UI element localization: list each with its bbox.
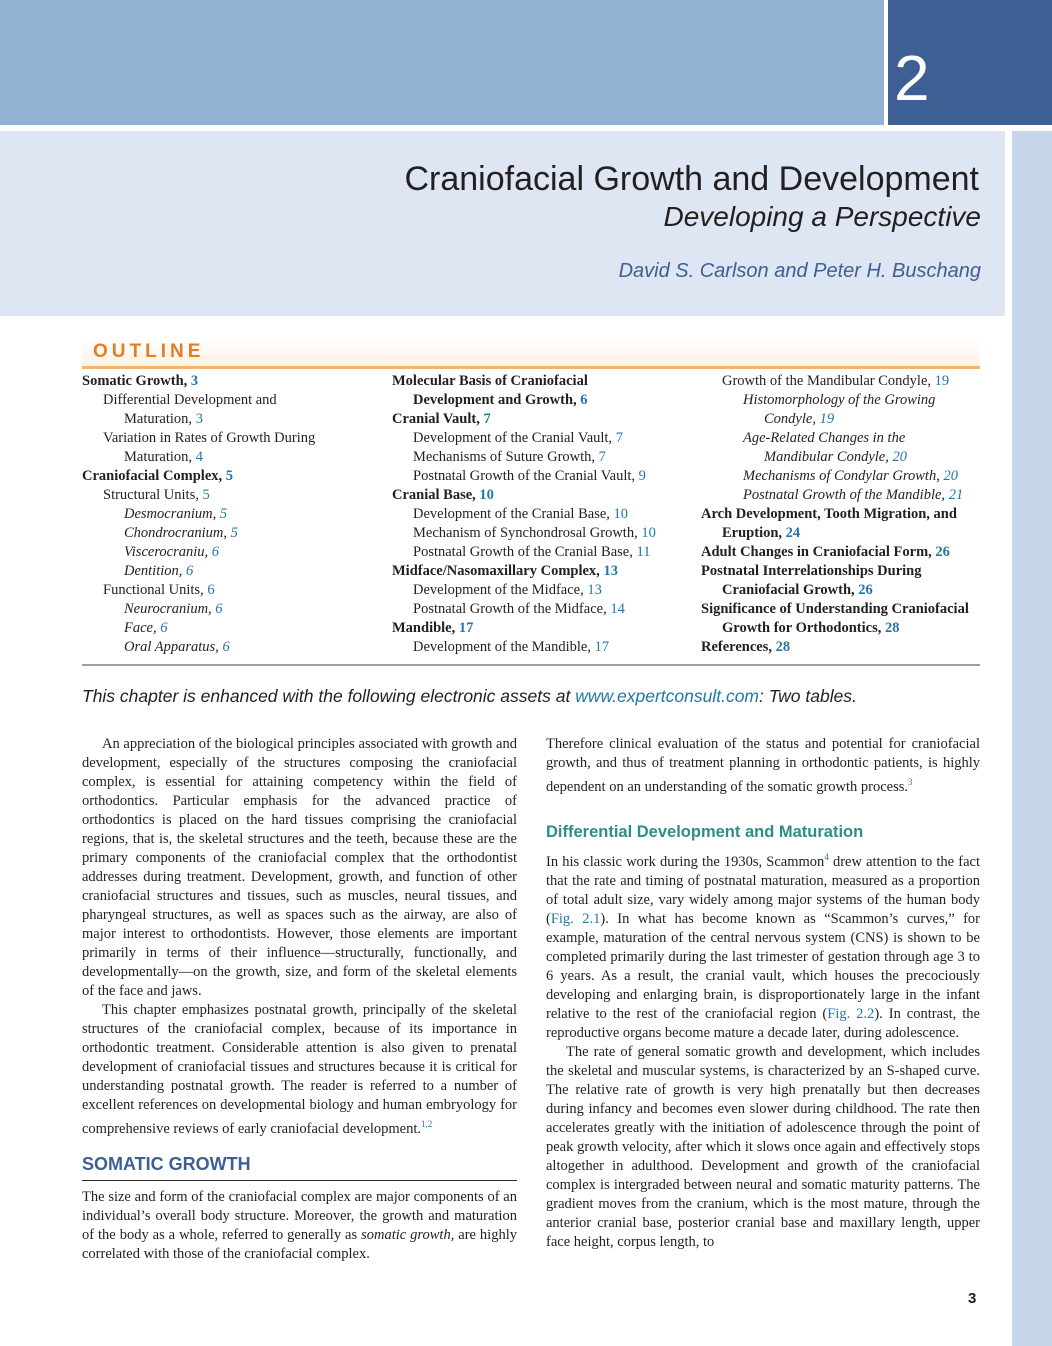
outline-entry[interactable]: [392, 600, 692, 619]
chapter-title: Craniofacial Growth and Development: [404, 160, 979, 198]
outline-heading: OUTLINE: [93, 341, 205, 362]
outline-column-3: [701, 372, 1001, 657]
outline-entry-label: Development of the Midface,: [413, 582, 584, 598]
electronic-assets-note: [82, 686, 857, 707]
outline-entry[interactable]: [82, 562, 382, 581]
outline-entry-label: Growth for Orthodontics,: [722, 620, 882, 636]
header-color-band: [0, 0, 884, 125]
outline-entry: [392, 372, 692, 391]
outline-entry-label: Chondrocranium,: [124, 525, 227, 541]
outline-entry: [701, 391, 1001, 410]
outline-entry-page[interactable]: 21: [948, 487, 964, 503]
scammon-paragraph: [546, 848, 980, 1043]
outline-entry-label: Postnatal Growth of the Mandible,: [743, 487, 946, 503]
emphasis-paragraph-text: This chapter emphasizes postnatal growth, principally of the skeletal structures of the craniofacial complex, because of its importance in orthodontic treatment. Considerable attention is also given to prenatal development of craniofacial tissues and structures because it is critical for understanding postnatal growth. The reader is referred to a number of excellent references on developmental biology and human embryology for comprehensive reviews of early craniofacial development.: [82, 1002, 517, 1137]
scammon-text-b: drew attention to the fact that the rate and timing of postnatal maturation, measured as a proportion of total adult size, vary widely among major systems of the human body (: [546, 853, 980, 927]
outline-entry-page[interactable]: 3: [190, 373, 199, 389]
outline-entry[interactable]: [392, 562, 692, 581]
outline-entry-label: Maturation,: [124, 449, 193, 465]
intro-paragraph: An appreciation of the biological principles associated with growth and development, especially of the structures composing the craniofacial complex, is essential for attaining competency within the field of orthodontics. Particular emphasis for the advanced practice of orthodontics is placed on the hard tissues comprising the craniofacial regions, that is, the skeletal structures and the teeth, because these are the primary components of the craniofacial complex that the orthodontist addresses during treatment. Development, growth, and function of other craniofacial structures and tissues, such as muscles, neural tissues, and pharyngeal structures, as well as spaces such as the airway, are also of major interest to orthodontists. However, those elements are important primarily in terms of their influence—structurally, functionally, and developmentally—on the growth, size, and form of the skeletal elements of the face and jaws.: [82, 736, 517, 999]
outline-entry-page[interactable]: 10: [479, 487, 494, 503]
citation-3[interactable]: 3: [908, 777, 913, 787]
outline-entry: [701, 505, 1001, 524]
somatic-text-b: are highly correlated with those of the craniofacial complex.: [82, 1227, 517, 1262]
somatic-growth-term: somatic growth,: [361, 1227, 455, 1243]
outline-entry-label: Face,: [124, 620, 157, 636]
outline-entry[interactable]: [701, 543, 1001, 562]
outline-entry-label: Maturation,: [124, 411, 193, 427]
outline-entry-label: Age-Related Changes in the: [743, 430, 906, 446]
outline-entry-page[interactable]: 6: [580, 392, 588, 408]
outline-entry[interactable]: [701, 410, 1001, 429]
outline-entry-page[interactable]: 24: [785, 525, 801, 541]
outline-entry-label: Histomorphology of the Growing: [743, 392, 936, 408]
outline-entry: [701, 600, 1001, 619]
outline-entry-page[interactable]: 6: [222, 639, 230, 655]
outline-entry-page[interactable]: 19: [934, 373, 950, 389]
outline-entry-label: Mechanism of Synchondrosal Growth,: [413, 525, 638, 541]
outline-entry-label: Postnatal Growth of the Cranial Base,: [413, 544, 633, 560]
figure-link-2-1[interactable]: Fig. 2.1: [550, 910, 601, 927]
outline-entry-label: Development of the Cranial Base,: [413, 506, 610, 522]
outline-entry[interactable]: [392, 486, 692, 505]
outline-entry-page[interactable]: 9: [638, 468, 646, 484]
outline-entry-page[interactable]: 13: [603, 563, 618, 579]
chapter-authors: David S. Carlson and Peter H. Buschang: [618, 260, 981, 282]
scammon-text-d: ). In contrast, the reproductive organs become mature a decade later, during adolescence.: [546, 1005, 980, 1041]
section-heading-rule: [82, 1180, 517, 1181]
outline-entry-label: Postnatal Interrelationships During: [701, 563, 922, 579]
outline-entry[interactable]: [82, 638, 382, 657]
chapter-number: 2: [894, 42, 930, 114]
outline-entry-label: Mandible,: [392, 620, 456, 636]
outline-entry-label: Craniofacial Complex,: [82, 468, 223, 484]
body-left-column-top: [82, 735, 517, 1139]
outline-entry[interactable]: [392, 638, 692, 657]
body-left-column-bottom: [82, 1188, 517, 1264]
outline-entry[interactable]: [392, 581, 692, 600]
outline-entry-label: Mechanisms of Suture Growth,: [413, 449, 596, 465]
outline-entry: [82, 429, 382, 448]
outline-entry-label: Cranial Base,: [392, 487, 476, 503]
outline-entry-label: Oral Apparatus,: [124, 639, 219, 655]
outline-entry[interactable]: [82, 543, 382, 562]
outline-entry-label: Molecular Basis of Craniofacial: [392, 373, 588, 389]
outline-entry-label: Cranial Vault,: [392, 411, 480, 427]
scammon-text-a: In his classic work during the 1930s, Scammon: [546, 853, 825, 870]
page-edge-strip: [1012, 131, 1052, 1346]
outline-entry-page[interactable]: 11: [636, 544, 651, 560]
outline-entry-page[interactable]: 10: [641, 525, 656, 541]
outline-entry: [701, 562, 1001, 581]
outline-entry-page[interactable]: 26: [858, 582, 873, 598]
outline-entry-label: Condyle,: [764, 411, 816, 427]
emphasis-paragraph: [82, 1001, 517, 1139]
outline-entry[interactable]: [82, 619, 382, 638]
outline-entry-label: Functional Units,: [103, 582, 204, 598]
clinical-text: Therefore clinical evaluation of the status and potential for craniofacial growth, and thus of treatment planning in orthodontic patients, is highly dependent on an understanding of the somatic growth process.: [546, 736, 980, 795]
outline-entry[interactable]: [82, 467, 382, 486]
outline-entry-label: Neurocranium,: [124, 601, 212, 617]
outline-entry[interactable]: [392, 391, 692, 410]
outline-entry-page[interactable]: 7: [598, 449, 606, 465]
body-right-column-top: [546, 735, 980, 797]
expertconsult-link[interactable]: www.expertconsult.com: [575, 686, 760, 706]
outline-entry[interactable]: [392, 524, 692, 543]
outline-entry[interactable]: [82, 600, 382, 619]
outline-entry-page[interactable]: 6: [211, 544, 220, 560]
outline-entry-page[interactable]: 5: [225, 468, 234, 484]
outline-entry[interactable]: [392, 448, 692, 467]
outline-entry-page[interactable]: 5: [202, 487, 210, 503]
outline-entry[interactable]: [701, 581, 1001, 600]
clinical-paragraph: [546, 735, 980, 797]
outline-entry-page[interactable]: 6: [215, 601, 223, 617]
outline-entry-label: Craniofacial Growth,: [722, 582, 855, 598]
outline-column-1: [82, 372, 382, 657]
outline-entry-page[interactable]: 3: [195, 411, 203, 427]
outline-entry: [701, 429, 1001, 448]
assets-text: This chapter is enhanced with the following electronic assets at: [82, 686, 576, 706]
outline-entry[interactable]: [701, 486, 1001, 505]
outline-entry-label: Postnatal Growth of the Midface,: [413, 601, 607, 617]
outline-entry-page[interactable]: 7: [483, 411, 491, 427]
outline-entry-page[interactable]: 6: [160, 620, 168, 636]
outline-entry-page[interactable]: 17: [458, 620, 474, 636]
outline-entry[interactable]: [701, 448, 1001, 467]
chapter-number-box: [888, 0, 1052, 125]
outline-entry-label: Adult Changes in Craniofacial Form,: [701, 544, 932, 560]
citation-4[interactable]: 4: [824, 852, 829, 862]
outline-bottom-rule: [82, 664, 980, 666]
outline-entry-label: Differential Development and: [103, 392, 277, 408]
outline-entry-label: Development of the Mandible,: [413, 639, 591, 655]
outline-entry[interactable]: [82, 505, 382, 524]
outline-entry-label: Variation in Rates of Growth During: [103, 430, 316, 446]
outline-entry[interactable]: [701, 372, 1001, 391]
outline-entry-page[interactable]: 5: [230, 525, 238, 541]
somatic-paragraph: [82, 1188, 517, 1264]
outline-entry-page[interactable]: 14: [610, 601, 625, 617]
outline-entry[interactable]: [701, 467, 1001, 486]
outline-entry-label: Growth of the Mandibular Condyle,: [722, 373, 932, 389]
outline-entry-page[interactable]: 13: [587, 582, 602, 598]
outline-entry[interactable]: [701, 619, 1001, 638]
chapter-subtitle: Developing a Perspective: [663, 201, 981, 232]
outline-entry: [82, 391, 382, 410]
citation-1-2[interactable]: 1,2: [421, 1119, 433, 1129]
outline-entry[interactable]: [82, 581, 382, 600]
outline-entry-page[interactable]: 20: [892, 449, 907, 465]
outline-entry-label: Desmocranium,: [124, 506, 217, 522]
somatic-text-a: The size and form of the craniofacial complex are major components of an individual’s overall body structure. Moreover, the growth and maturation of the body as a whole, referred to generally as: [82, 1189, 517, 1243]
outline-entry-page[interactable]: 6: [207, 582, 215, 598]
outline-entry-label: Mechanisms of Condylar Growth,: [743, 468, 940, 484]
outline-entry-page[interactable]: 5: [219, 506, 228, 522]
outline-entry-page[interactable]: 20: [943, 468, 958, 484]
outline-entry[interactable]: [82, 486, 382, 505]
outline-entry-label: Viscerocraniu,: [124, 544, 209, 560]
outline-entry[interactable]: [392, 619, 692, 638]
somatic-rate-paragraph: The rate of general somatic growth and development, which includes the skeletal and muscular systems, is characterized by an S-shaped curve. The relative rate of growth is very high prenatally but then decreases during infancy and becomes even slower during childhood. The rate then accelerates greatly with the initiation of adolescence through the point of peak growth velocity, after which it slows once again and effectively stops altogether in adulthood. Development and growth of the craniofacial complex is intergraded between neural and somatic maturity patterns. The gradient moves from the cranium, which is the most mature, through the anterior cranial base, posterior cranial base and maxillary length, upper face height, corpus length, to: [546, 1043, 980, 1250]
outline-entry-label: Development and Growth,: [413, 392, 577, 408]
outline-entry[interactable]: [82, 372, 382, 391]
outline-entry-page[interactable]: 6: [186, 563, 194, 579]
figure-link-2-2[interactable]: Fig. 2.2: [827, 1005, 875, 1022]
outline-entry-label: Mandibular Condyle,: [764, 449, 889, 465]
outline-entry[interactable]: [392, 505, 692, 524]
scammon-text-c: ). In what has become known as “Scammon’s curves,” for example, maturation of the central nervous system (CNS) is shown to be completed primarily during the last trimester of gestation through age 3 to 6 years. As a result, the cranial vault, which houses the precociously developing and enlarging brain, is disproportionately large in the infant relative to the rest of the craniofacial region (: [546, 910, 981, 1022]
outline-entry-page[interactable]: 10: [613, 506, 629, 522]
outline-entry[interactable]: [392, 467, 692, 486]
outline-entry[interactable]: [392, 410, 692, 429]
outline-entry-page[interactable]: 26: [935, 544, 950, 560]
outline-entry-label: References,: [701, 639, 772, 655]
outline-entry-page[interactable]: 17: [594, 639, 610, 655]
outline-entry-label: Structural Units,: [103, 487, 199, 503]
body-right-column-bottom: [546, 848, 980, 1252]
outline-column-2: [392, 372, 692, 657]
outline-entry-label: Postnatal Growth of the Cranial Vault,: [413, 468, 636, 484]
outline-entry-page[interactable]: 28: [885, 620, 900, 636]
outline-entry[interactable]: [392, 429, 692, 448]
page-number: 3: [968, 1290, 977, 1307]
outline-entry[interactable]: [701, 524, 1001, 543]
outline-entry-label: Somatic Growth,: [82, 373, 188, 389]
outline-entry-label: Arch Development, Tooth Migration, and: [701, 506, 957, 522]
outline-entry[interactable]: [82, 524, 382, 543]
outline-entry[interactable]: [82, 448, 382, 467]
outline-entry-label: Development of the Cranial Vault,: [413, 430, 613, 446]
outline-entry-label: Significance of Understanding Craniofacial: [701, 601, 969, 617]
section-heading-somatic-growth: SOMATIC GROWTH: [82, 1154, 251, 1174]
assets-text-end: : Two tables.: [759, 686, 857, 706]
outline-entry[interactable]: [701, 638, 1001, 657]
outline-entry-page[interactable]: 28: [775, 639, 791, 655]
outline-entry-label: Eruption,: [722, 525, 783, 541]
outline-entry[interactable]: [82, 410, 382, 429]
outline-entry-label: Midface/Nasomaxillary Complex,: [392, 563, 600, 579]
outline-entry-page[interactable]: 19: [819, 411, 835, 427]
outline-entry-label: Dentition,: [124, 563, 183, 579]
outline-entry-page[interactable]: 4: [195, 449, 203, 465]
outline-header: [82, 339, 980, 369]
outline-entry[interactable]: [392, 543, 692, 562]
outline-entry-page[interactable]: 7: [615, 430, 623, 446]
subsection-heading-differential-development: Differential Development and Maturation: [546, 823, 864, 841]
